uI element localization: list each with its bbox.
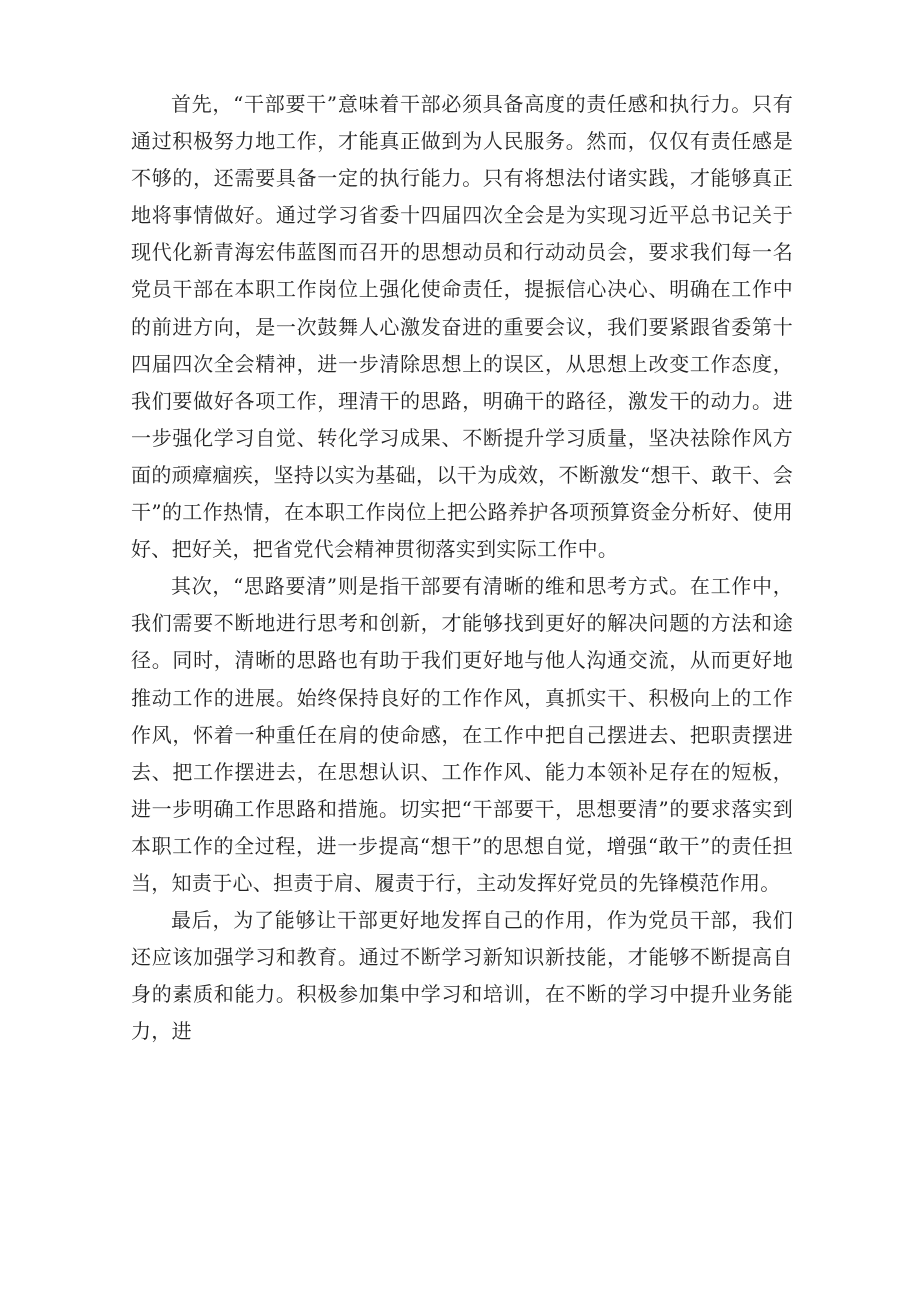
- paragraph-first: 首先，“干部要干”意味着干部必须具备高度的责任感和执行力。只有通过积极努力地工作，才能真正做到为人民服务。然而，仅仅有责任感是不够的，还需要具备一定的执行能力。只有将想法付诸实践，才能够真正地将事情做好。通过学习省委十四届四次全会是为实现习近平总书记关于现代化新青海宏伟蓝图而召开的思想动员和行动动员会，要求我们每一名党员干部在本职工作岗位上强化使命责任，提振信心决心、明确在工作中的前进方向，是一次鼓舞人心激发奋进的重要会议，我们要紧跟省委第十四届四次全会精神，进一步清除思想上的误区，从思想上改变工作态度，我们要做好各项工作，理清干的思路，明确干的路径，激发干的动力。进一步强化学习自觉、转化学习成果、不断提升学习质量，坚决祛除作风方面的顽瘴痼疾，坚持以实为基础，以干为成效，不断激发“想干、敢干、会干”的工作热情，在本职工作岗位上把公路养护各项预算资金分析好、使用好、把好关，把省党代会精神贯彻落实到实际工作中。: [131, 92, 793, 562]
- paragraph-second: 其次，“思路要清”则是指干部要有清晰的维和思考方式。在工作中，我们需要不断地进行思考和创新，才能够找到更好的解决问题的方法和途径。同时，清晰的思路也有助于我们更好地与他人沟通交流，从而更好地推动工作的进展。始终保持良好的工作作风，真抓实干、积极向上的工作作风，怀着一种重任在肩的使命感，在工作中把自己摆进去、把职责摆进去、把工作摆进去，在思想认识、工作作风、能力本领补足存在的短板，进一步明确工作思路和措施。切实把“干部要干，思想要清”的要求落实到本职工作的全过程，进一步提高“想干”的思想自觉，增强“敢干”的责任担当，知责于心、担责于肩、履责于行，主动发挥好党员的先锋模范作用。: [131, 574, 793, 895]
- paragraph-third: 最后，为了能够让干部更好地发挥自己的作用，作为党员干部，我们还应该加强学习和教育。通过不断学习新知识新技能，才能够不断提高自身的素质和能力。积极参加集中学习和培训，在不断的学习中提升业务能力，进: [131, 908, 793, 1044]
- document-body: [131, 86, 793, 1050]
